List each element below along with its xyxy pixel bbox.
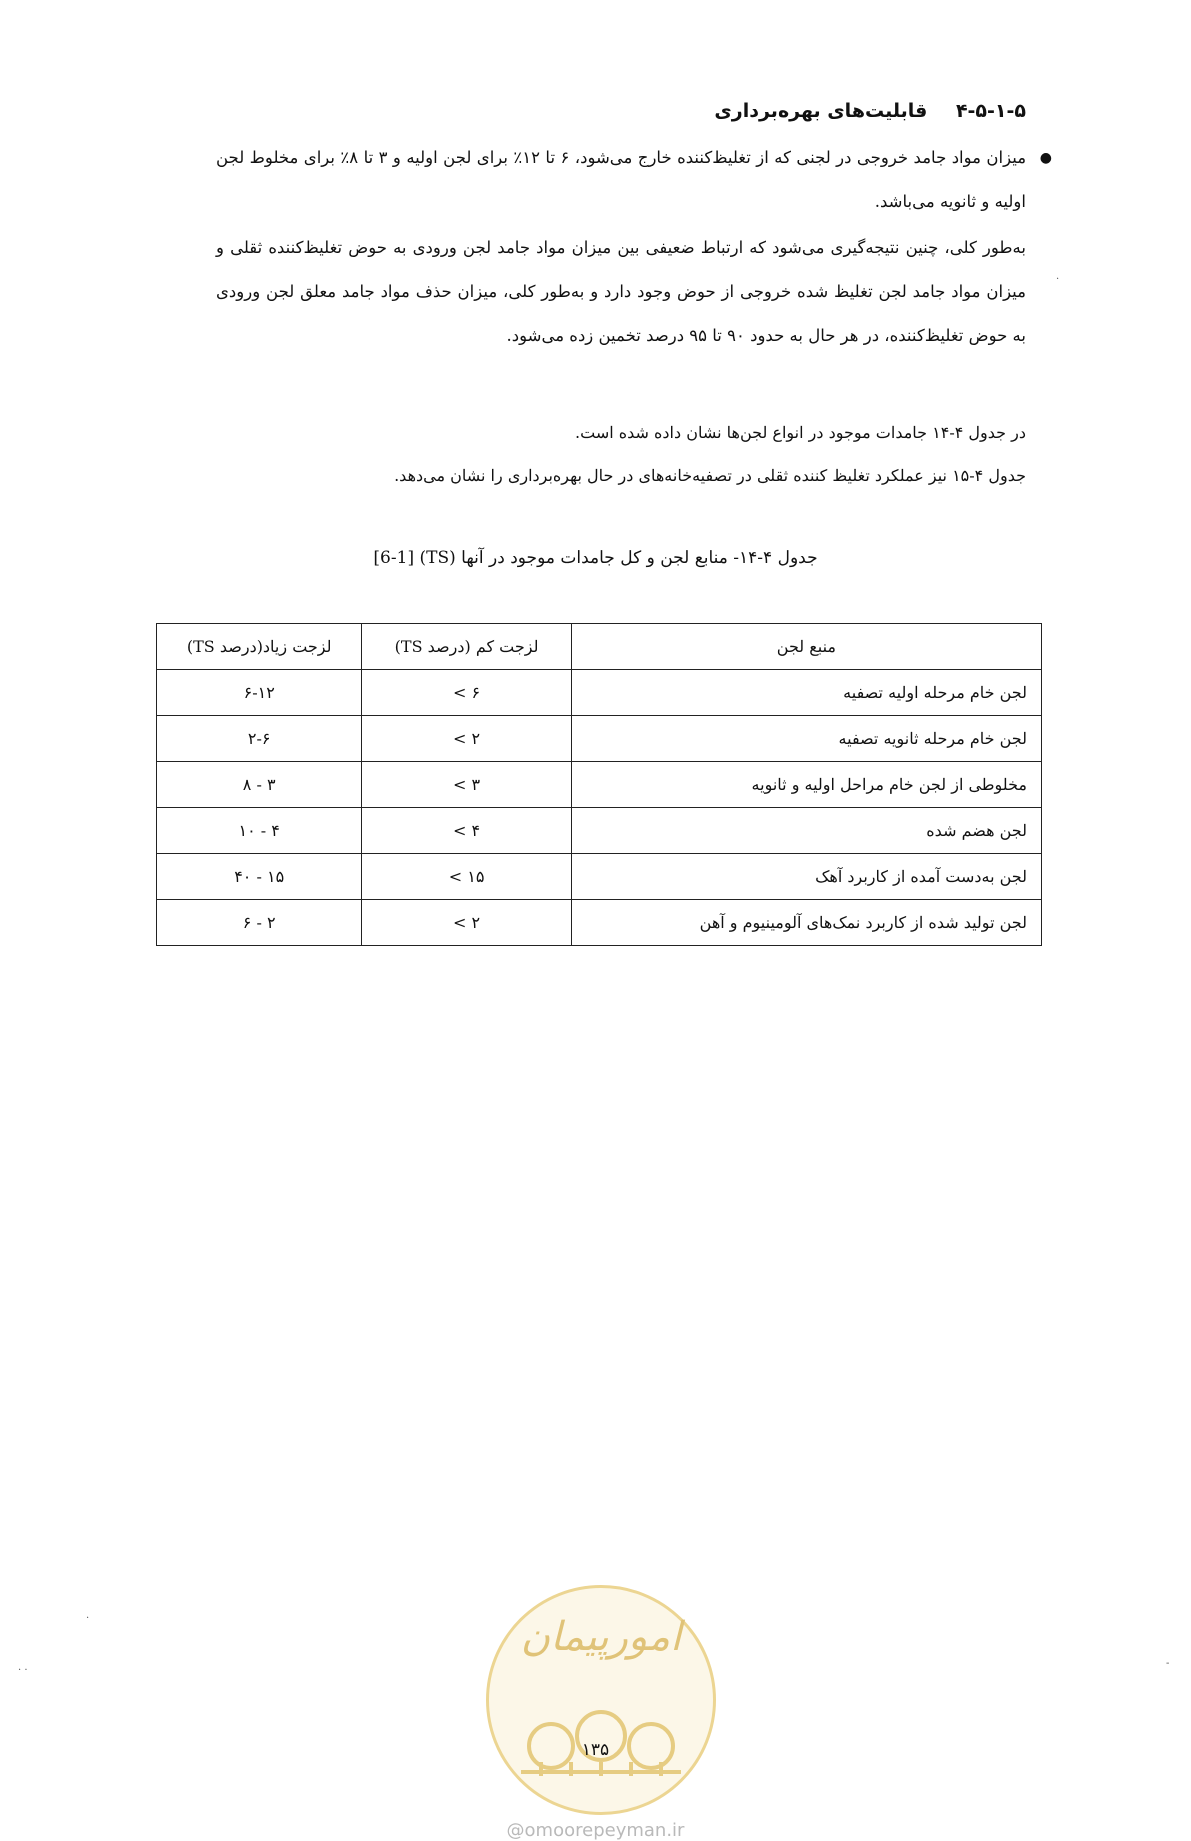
watermark-name: امورپیمان [520, 1614, 682, 1660]
cell-high: ۲ - ۶ [157, 900, 362, 946]
scan-speck: . [86, 1610, 90, 1621]
header-low-viscosity: لزجت کم (درصد TS) [362, 624, 571, 670]
cell-source: مخلوطی از لجن خام مراحل اولیه و ثانویه [571, 762, 1041, 808]
table-row [157, 808, 1042, 854]
cell-low: ۳ > [362, 762, 571, 808]
table-row [157, 716, 1042, 762]
table-header-row [157, 624, 1042, 670]
cell-source: لجن تولید شده از کاربرد نمک‌های آلومینیوم و آهن [571, 900, 1041, 946]
cell-low: ۲ > [362, 900, 571, 946]
cell-low: ۶ > [362, 670, 571, 716]
section-number: ۴-۵-۱-۵ [955, 100, 1026, 122]
bullet-icon: ● [1039, 150, 1052, 166]
cell-source: لجن به‌دست آمده از کاربرد آهک [571, 854, 1041, 900]
cell-high: ۳ - ۸ [157, 762, 362, 808]
bullet-text: میزان مواد جامد خروجی در لجنی که از تغلیظ‌کننده خارج می‌شود، ۶ تا ۱۲٪ برای لجن اولیه و ۳ تا ۸٪ برای مخلوط لجن اولیه و ثانویه می‌باشد. [216, 148, 1027, 211]
cell-high: ۲-۶ [157, 716, 362, 762]
watermark-site-text: omoorepeyman.ir [524, 1820, 685, 1841]
watermark-site [0, 1820, 1191, 1841]
header-source: منبع لجن [571, 624, 1041, 670]
page-number: ۱۳۵ [581, 1740, 610, 1760]
body-paragraph: به‌طور کلی، چنین نتیجه‌گیری می‌شود که ارتباط ضعیفی بین میزان مواد جامد لجن ورودی به حوض تغلیظ‌کننده ثقلی و میزان مواد جامد لجن تغلیظ شده خروجی از حوض وجود دارد و به‌طور کلی، میزان حذف مواد جامد معلق لجن ورودی به حوض تغلیظ‌کننده، در هر حال به حدود ۹۰ تا ۹۵ درصد تخمین زده می‌شود. [216, 238, 1026, 345]
bullet-paragraph [216, 136, 1052, 224]
header-high-viscosity: لزجت زیاد(درصد TS) [157, 624, 362, 670]
section-title: قابلیت‌های بهره‌برداری [714, 100, 928, 122]
cell-source: لجن هضم شده [571, 808, 1041, 854]
cell-source: لجن خام مرحله ثانویه تصفیه [571, 716, 1041, 762]
cell-low: ۴ > [362, 808, 571, 854]
scan-speck: . . [18, 1662, 28, 1673]
table-row [157, 670, 1042, 716]
section-heading [714, 100, 1026, 122]
table-row [157, 762, 1042, 808]
cell-source: لجن خام مرحله اولیه تصفیه [571, 670, 1041, 716]
watermark-logo [486, 1585, 716, 1815]
table-reference-1: در جدول ۴-۱۴ جامدات موجود در انواع لجن‌ها نشان داده شده است. [575, 423, 1026, 442]
sludge-solids-table [156, 623, 1042, 946]
table-row [157, 854, 1042, 900]
table-reference-2: جدول ۴-۱۵ نیز عملکرد تغلیظ کننده ثقلی در تصفیه‌خانه‌های در حال بهره‌برداری را نشان می‌دهد. [394, 466, 1026, 485]
cell-low: ۱۵ > [362, 854, 571, 900]
cell-high: ۱۵ - ۴۰ [157, 854, 362, 900]
scan-speck: - [1166, 1658, 1170, 1669]
at-icon: @ [506, 1820, 525, 1841]
table-row [157, 900, 1042, 946]
scan-speck: . [1056, 271, 1060, 282]
cell-high: ۶-۱۲ [157, 670, 362, 716]
cell-low: ۲ > [362, 716, 571, 762]
cell-high: ۴ - ۱۰ [157, 808, 362, 854]
table-caption: جدول ۴-۱۴- منابع لجن و کل جامدات موجود در آنها (TS) [6-1] [373, 548, 818, 568]
